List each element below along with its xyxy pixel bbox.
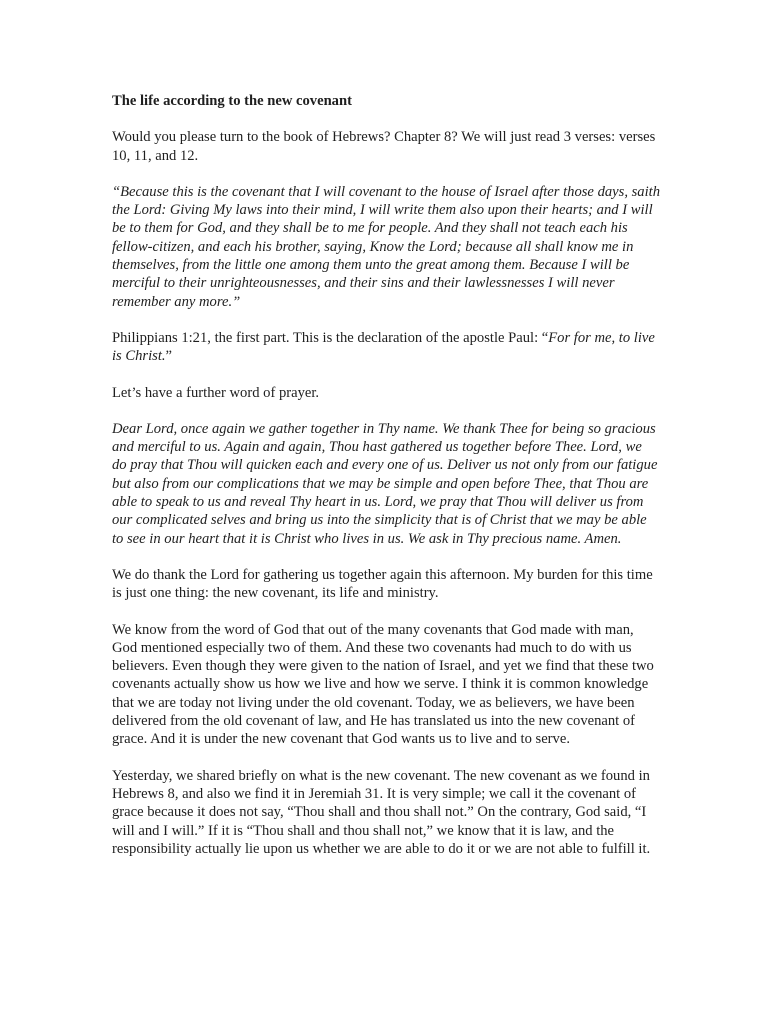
document-page [112,92,660,876]
philippians-paragraph [112,329,660,366]
covenants-paragraph: We know from the word of God that out of the many covenants that God made with man, God mentioned especially two of them. And these two covenants had much to do with us believers. Even though they were given to the nation of Israel, and yet we find that these two covenants actually show us how we live and how we serve. I think it is common knowledge that we are today not living under the old covenant. Today, we as believers, we have been delivered from the old covenant of law, and He has translated us into the new covenant of grace. And it is under the new covenant that God wants us to live and to serve. [112,621,654,748]
hebrews-quote: “Because this is the covenant that I will covenant to the house of Israel after those days, saith the Lord: Giving My laws into their mind, I will write them also upon their hearts; and I will be to them for God, and they shall be to me for people. And they shall not teach each his fellow-citizen, and each his brother, saying, Know the Lord; because all shall know me in themselves, from the little one among them unto the great among them. Because I will be merciful to their unrighteousnesses, and their sins and their lawlessnesses I will never remember any more.” [112,183,660,310]
intro-paragraph: Would you please turn to the book of Hebrews? Chapter 8? We will just read 3 verses: verses 10, 11, and 12. [112,129,656,164]
philippians-close: ” [165,348,173,365]
prayer-paragraph: Dear Lord, once again we gather together in Thy name. We thank Thee for being so gracious and merciful to us. Again and again, Thou hast gathered us together before Thee. Lord, we do pray that Thou will quicken each and every one of us. Deliver us not only from our fatigue but also from our complications that we may be simple and open before Thee, that Thou are able to speak to us and reveal Thy heart in us. Lord, we pray that Thou will deliver us from our complicated selves and bring us into the simplicity that is of Christ that we may be able to see in our heart that it is Christ who lives in us. We ask in Thy precious name. Amen. [112,420,658,547]
document-title: The life according to the new covenant [112,93,352,109]
philippians-quote: For for me, to live is Christ. [112,329,655,365]
yesterday-paragraph: Yesterday, we shared briefly on what is the new covenant. The new covenant as we found in Hebrews 8, and also we find it in Jeremiah 31. It is very simple; we call it the covenant of grace because it does not say, “Thou shall and thou shall not.” On the contrary, God said, “I will and I will.” If it is “Thou shall and thou shall not,” we know that it is law, and the responsibility actually lie upon us whether we are able to do it or we are not able to fulfill it. [112,767,651,857]
prayer-intro: Let’s have a further word of prayer. [112,384,320,401]
philippians-lead: Philippians 1:21, the first part. This is the declaration of the apostle Paul: “ [112,329,549,346]
thanks-paragraph: We do thank the Lord for gathering us together again this afternoon. My burden for this time is just one thing: the new covenant, its life and ministry. [112,566,653,602]
